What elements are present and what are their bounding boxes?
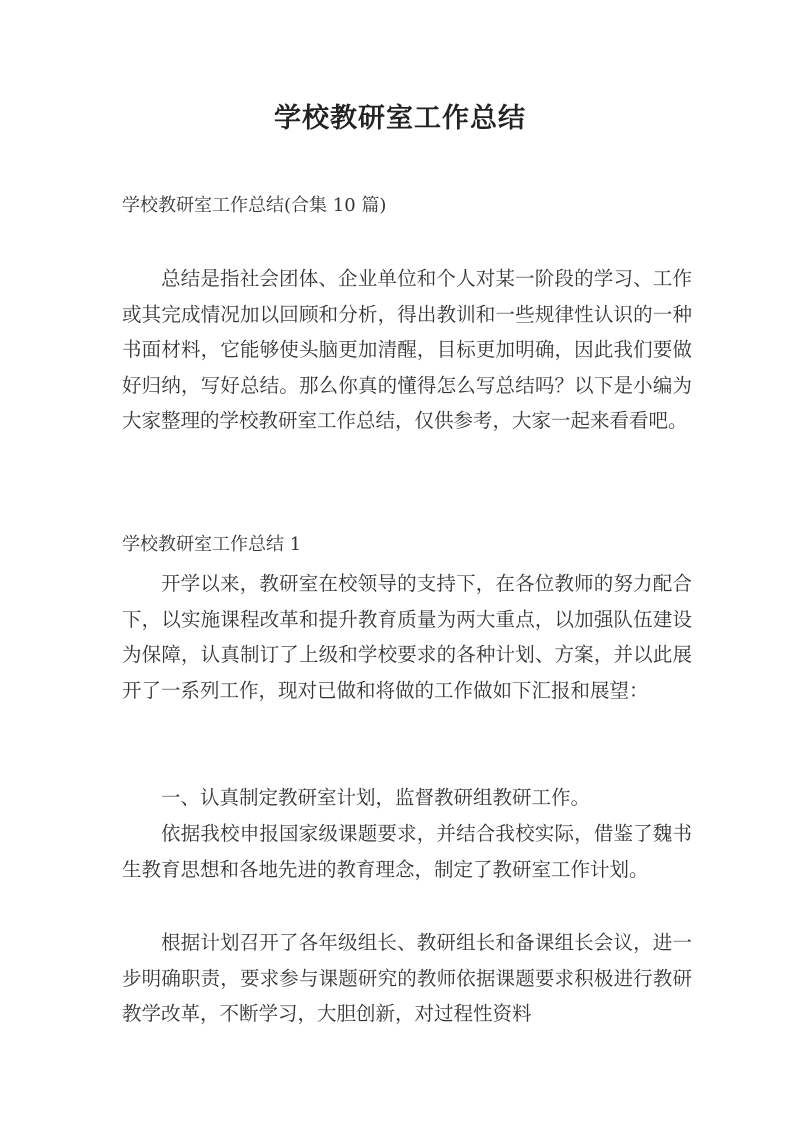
body-paragraph: 根据计划召开了各年级组长、教研组长和备课组长会议，进一步明确职责，要求参与课题研究的教师依据课题要求积极进行教研教学改革，不断学习，大胆创新，对过程性资料 xyxy=(122,931,692,1025)
document-subtitle: 学校教研室工作总结(合集 10 篇) xyxy=(122,195,387,216)
document-title: 学校教研室工作总结 xyxy=(274,103,526,134)
body-paragraph: 依据我校申报国家级课题要求，并结合我校实际，借鉴了魏书生教育思想和各地先进的教育理念，制定了教研室工作计划。 xyxy=(122,822,692,881)
body-paragraph: 开学以来，教研室在校领导的支持下，在各位教师的努力配合下，以实施课程改革和提升教育质量为两大重点，以加强队伍建设为保障，认真制订了上级和学校要求的各种计划、方案，并以此展开了一系列工作，现对已做和将做的工作做如下汇报和展望： xyxy=(122,572,692,702)
body-paragraph: 一、认真制定教研室计划，监督教研组教研工作。 xyxy=(161,786,591,809)
intro-paragraph: 总结是指社会团体、企业单位和个人对某一阶段的学习、工作或其完成情况加以回顾和分析，得出教训和一些规律性认识的一种书面材料，它能够使头脑更加清醒，目标更加明确，因此我们要做好归纳，写好总结。那么你真的懂得怎么写总结吗？以下是小编为大家整理的学校教研室工作总结，仅供参考，大家一起来看看吧。 xyxy=(122,267,692,432)
section-heading: 学校教研室工作总结 1 xyxy=(122,534,302,555)
